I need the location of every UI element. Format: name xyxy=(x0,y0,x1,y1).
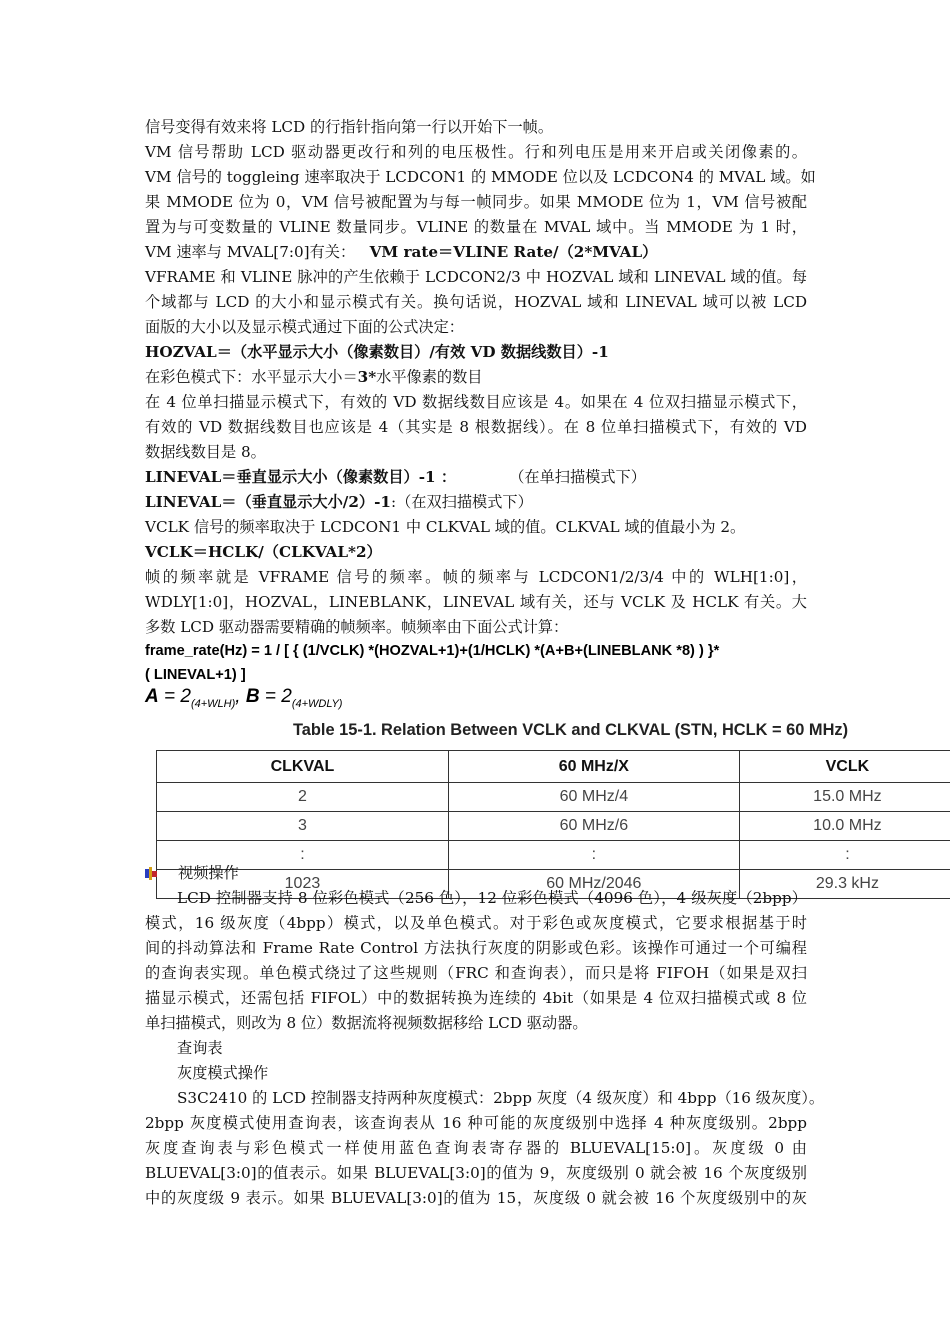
lineval-dual-expr: LINEVAL＝（垂直显示大小/2）-1 xyxy=(145,493,391,511)
table-cell: 29.3 kHz xyxy=(739,870,950,899)
table-cell: 60 MHz/4 xyxy=(448,783,739,812)
color-mode-text-end: 水平像素的数目 xyxy=(376,368,483,386)
text-line: VM 信号帮助 LCD 驱动器更改行和列的电压极性。行和列电压是用来开启或关闭像素的。 xyxy=(145,143,807,161)
text-line: 置为与可变数量的 VLINE 数量同步。VLINE 的数量在 MVAL 域中。当 MMODE 为 1 时， xyxy=(145,218,807,236)
text-line: S3C2410 的 LCD 控制器支持两种灰度模式：2bpp 灰度（4 级灰度）和 4bpp（16 级灰度）。 xyxy=(177,1089,825,1107)
text-line: 面版的大小以及显示模式通过下面的公式决定： xyxy=(145,318,464,336)
color-mode-multiplier: 3* xyxy=(357,368,377,386)
table-row xyxy=(157,783,950,812)
table-cell: 60 MHz/2046 xyxy=(448,870,739,899)
a-exponent: (4+WLH) xyxy=(190,697,236,710)
table-title: Table 15-1. Relation Between VCLK and CLKVAL (STN, HCLK = 60 MHz) xyxy=(293,721,849,739)
table-cell: : xyxy=(739,841,950,870)
vm-rate-formula: VM rate＝VLINE Rate/（2*MVAL） xyxy=(369,243,658,261)
vclk-clkval-table xyxy=(156,750,950,899)
text-line: VCLK 信号的频率取决于 LCDCON1 中 CLKVAL 域的值。CLKVAL 域的值最小为 2。 xyxy=(145,518,746,536)
column-header: VCLK xyxy=(739,751,950,783)
text-line xyxy=(145,240,657,265)
text-line: 数据线数目是 8。 xyxy=(145,443,266,461)
section-heading-grayscale: 灰度模式操作 xyxy=(177,1064,269,1082)
text-line: 中的灰度级 9 表示。如果 BLUEVAL[3:0]的值为 15，灰度级 0 就会被 16 个灰度级别中的灰 xyxy=(145,1189,807,1207)
ab-definition xyxy=(145,686,342,710)
b-exponent: (4+WDLY) xyxy=(291,697,343,710)
text-line: 间的抖动算法和 Frame Rate Control 方法执行灰度的阴影或色彩。该操作可通过一个可编程 xyxy=(145,939,807,957)
frame-rate-formula-line2: ( LINEVAL+1) ] xyxy=(145,667,246,683)
text-line: LCD 控制器支持 8 位彩色模式（256 色），12 位彩色模式（4096 色），4 级灰度（2bpp） xyxy=(177,889,807,907)
text-line: 灰度查询表与彩色模式一样使用蓝色查询表寄存器的 BLUEVAL[15:0]。灰度级 0 由 xyxy=(145,1139,807,1157)
text-line: 个域都与 LCD 的大小和显示模式有关。换句话说，HOZVAL 域和 LINEVAL 域可以被 LCD xyxy=(145,293,807,311)
text-line: VFRAME 和 VLINE 脉冲的产生依赖于 LCDCON2/3 中 HOZVAL 域和 LINEVAL 域的值。每 xyxy=(145,268,807,286)
vclk-formula: VCLK＝HCLK/（CLKVAL*2） xyxy=(145,543,382,561)
text-line: 信号变得有效来将 LCD 的行指针指向第一行以开始下一帧。 xyxy=(145,118,554,136)
text-line: 在 4 位单扫描显示模式下，有效的 VD 数据线数目应该是 4。如果在 4 位双扫描显示模式下， xyxy=(145,393,807,411)
a-symbol: A xyxy=(145,686,159,707)
lineval-single-expr: LINEVAL＝垂直显示大小（像素数目）-1 ： xyxy=(145,468,457,486)
a-equals: = 2 xyxy=(158,686,191,707)
text-line: 模式，16 级灰度（4bpp）模式，以及单色模式。对于彩色或灰度模式，它要求根据基于时 xyxy=(145,914,807,932)
text-line: 单扫描模式，则改为 8 位）数据流将视频数据移给 LCD 驱动器。 xyxy=(145,1014,588,1032)
lineval-dual-note: :（在双扫描模式下） xyxy=(390,493,533,511)
section-bullet-icon xyxy=(144,867,158,880)
table-row xyxy=(157,841,950,870)
text-line: BLUEVAL[3:0]的值表示。如果 BLUEVAL[3:0]的值为 9，灰度级别 0 就会被 16 个灰度级别 xyxy=(145,1164,807,1182)
column-header: CLKVAL xyxy=(157,751,449,783)
section-heading-lookup: 查询表 xyxy=(177,1039,223,1057)
text-line: 帧的频率就是 VFRAME 信号的频率。帧的频率与 LCDCON1/2/3/4 中的 WLH[1:0]， xyxy=(145,568,807,586)
text-line: VM 信号的 toggleing 速率取决于 LCDCON1 的 MMODE 位以及 LCDCON4 的 MVAL 域。如 xyxy=(145,168,816,186)
frame-rate-formula-line1: frame_rate(Hz) = 1 / [ { (1/VCLK) *(HOZVAL+1)+(1/HCLK) *(A+B+(LINEBLANK *8) ) }* xyxy=(145,643,720,659)
b-symbol: B xyxy=(245,686,260,707)
table-row xyxy=(157,812,950,841)
table-cell: 1023 xyxy=(157,870,449,899)
text-line: 多数 LCD 驱动器需要精确的帧频率。帧频率由下面公式计算： xyxy=(145,618,569,636)
color-mode-text: 在彩色模式下：水平显示大小＝ xyxy=(145,368,358,386)
lineval-single-formula xyxy=(145,465,646,490)
text-line: 有效的 VD 数据线数目也应该是 4（其实是 8 根数据线）。在 8 位单扫描模式下，有效的 VD xyxy=(145,418,807,436)
text-line: 2bpp 灰度模式使用查询表，该查询表从 16 种可能的灰度级别中选择 4 种灰度级别。2bpp xyxy=(145,1114,807,1132)
table-cell: 2 xyxy=(157,783,449,812)
column-header: 60 MHz/X xyxy=(448,751,739,783)
b-equals: = 2 xyxy=(259,686,292,707)
lineval-single-note: （在单扫描模式下） xyxy=(509,468,646,486)
table-cell: : xyxy=(448,841,739,870)
table-cell: 60 MHz/6 xyxy=(448,812,739,841)
table-cell: 15.0 MHz xyxy=(739,783,950,812)
hozval-formula: HOZVAL＝（水平显示大小（像素数目）/有效 VD 数据线数目）-1 xyxy=(145,343,609,361)
table-cell: 3 xyxy=(157,812,449,841)
text-line: 的查询表实现。单色模式绕过了这些规则（FRC 和查询表），而只是将 FIFOH（如果是双扫 xyxy=(145,964,807,982)
text-line: 果 MMODE 位为 0，VM 信号被配置为与每一帧同步。如果 MMODE 位为 1，VM 信号被配 xyxy=(145,193,807,211)
ab-separator: , xyxy=(235,686,246,707)
color-mode-line xyxy=(145,365,482,390)
lineval-dual-formula xyxy=(145,490,533,515)
section-heading-video: 视频操作 xyxy=(178,864,239,882)
table-cell: : xyxy=(157,841,449,870)
table-header-row xyxy=(157,751,950,783)
table-cell: 10.0 MHz xyxy=(739,812,950,841)
vm-rate-intro: VM 速率与 MVAL[7:0]有关： xyxy=(145,243,356,261)
text-line: 描显示模式，还需包括 FIFOL）中的数据转换为连续的 4bit（如果是 4 位双扫描模式或 8 位 xyxy=(145,989,807,1007)
text-line: WDLY[1:0]，HOZVAL，LINEBLANK，LINEVAL 域有关，还与 VCLK 及 HCLK 有关。大 xyxy=(145,593,807,611)
